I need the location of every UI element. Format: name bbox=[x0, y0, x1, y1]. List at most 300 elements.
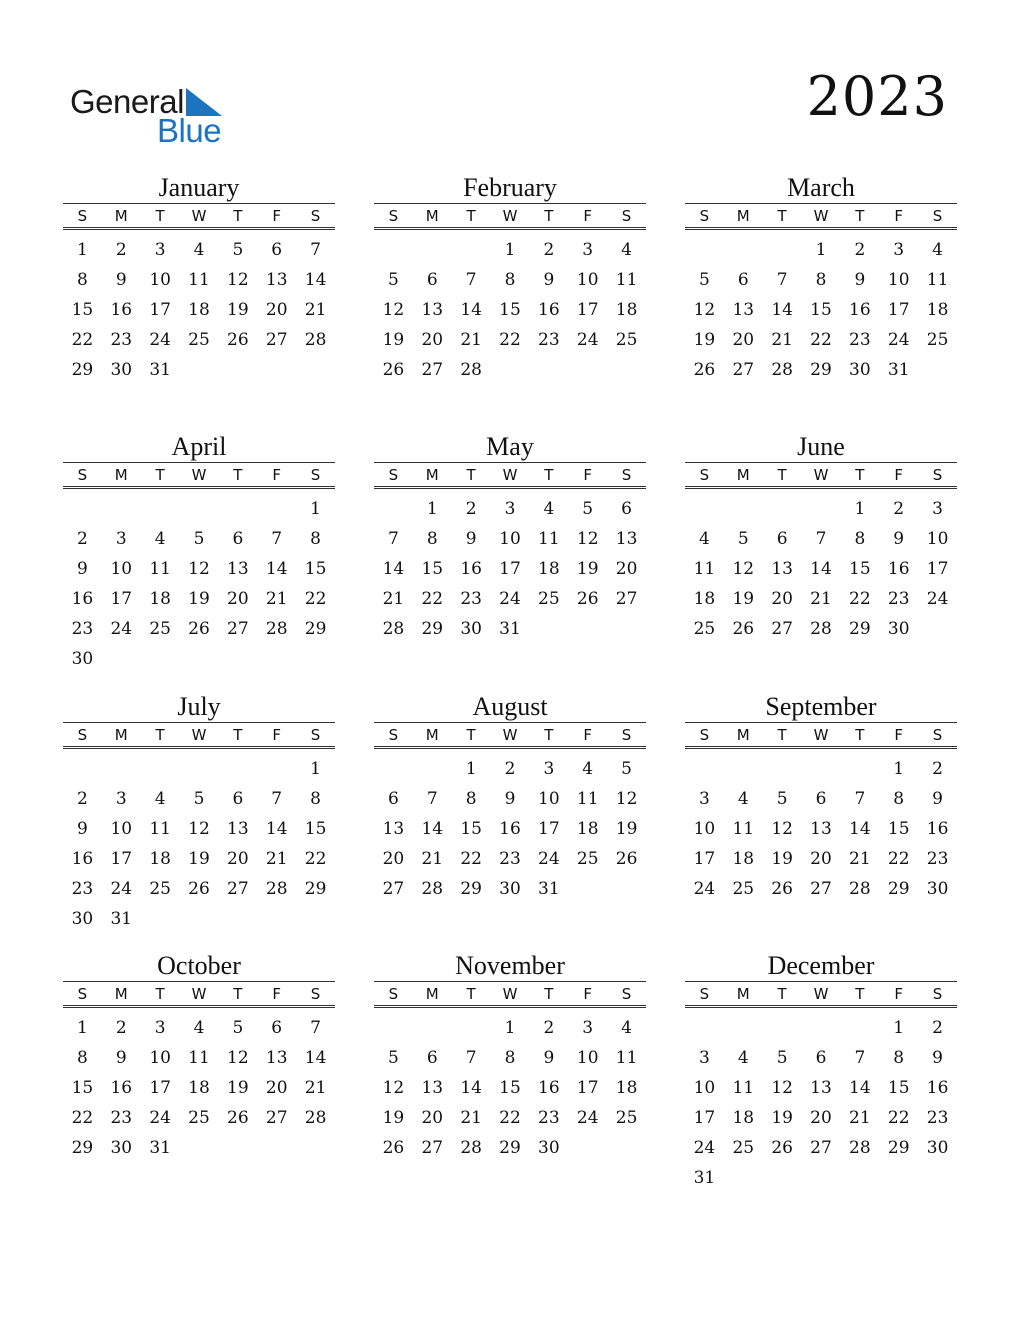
day-cell: 1 bbox=[504, 1018, 516, 1038]
day-cell: 20 bbox=[421, 330, 444, 350]
day-cell: 25 bbox=[732, 879, 755, 899]
empty-cell bbox=[802, 494, 841, 524]
day-cell: 10 bbox=[149, 270, 171, 290]
day-cell: 5 bbox=[232, 240, 244, 260]
day-cell: 24 bbox=[693, 879, 716, 899]
day-cell: 12 bbox=[576, 529, 599, 549]
day-cell: 13 bbox=[265, 270, 288, 290]
weekday-label: S bbox=[310, 466, 321, 484]
day-cell: 19 bbox=[382, 1108, 405, 1128]
day-cell: 30 bbox=[460, 619, 482, 639]
weekday-label: M bbox=[736, 207, 750, 225]
day-cell: 9 bbox=[77, 559, 88, 579]
empty-cell bbox=[413, 1013, 452, 1043]
day-cell: 25 bbox=[732, 1138, 755, 1158]
month-february bbox=[374, 173, 646, 385]
day-cell: 1 bbox=[815, 240, 827, 260]
day-cell: 13 bbox=[265, 1048, 288, 1068]
day-cell: 1 bbox=[77, 240, 88, 260]
empty-cell bbox=[102, 754, 141, 784]
day-cell: 6 bbox=[426, 270, 438, 290]
day-cell: 16 bbox=[538, 300, 560, 320]
day-cell: 21 bbox=[265, 849, 288, 869]
day-cell: 4 bbox=[737, 1048, 749, 1068]
day-cell: 17 bbox=[576, 300, 599, 320]
month-november bbox=[374, 951, 646, 1163]
day-cell: 24 bbox=[538, 849, 560, 869]
empty-cell bbox=[840, 754, 879, 784]
weekday-label: W bbox=[191, 985, 207, 1003]
day-cell: 7 bbox=[465, 1048, 477, 1068]
day-cell: 22 bbox=[71, 330, 94, 350]
weekday-header bbox=[63, 722, 335, 749]
empty-cell bbox=[763, 235, 802, 265]
weekday-label: S bbox=[388, 985, 399, 1003]
day-cell: 3 bbox=[154, 240, 166, 260]
day-cell: 19 bbox=[576, 559, 599, 579]
day-cell: 3 bbox=[582, 1018, 594, 1038]
day-cell: 27 bbox=[265, 1108, 288, 1128]
day-cell: 20 bbox=[265, 1078, 288, 1098]
day-cell: 4 bbox=[154, 529, 166, 549]
day-cell: 31 bbox=[149, 360, 171, 380]
day-cell: 22 bbox=[304, 589, 327, 609]
day-cell: 27 bbox=[771, 619, 793, 639]
day-cell: 29 bbox=[499, 1138, 521, 1158]
day-cell: 4 bbox=[193, 240, 205, 260]
day-cell: 4 bbox=[154, 789, 166, 809]
day-cell: 22 bbox=[421, 589, 444, 609]
day-cell: 17 bbox=[926, 559, 949, 579]
day-cell: 30 bbox=[110, 360, 133, 380]
weekday-header bbox=[374, 981, 646, 1008]
day-cell: 7 bbox=[854, 1048, 866, 1068]
day-cell: 12 bbox=[188, 559, 210, 579]
day-cell: 19 bbox=[188, 589, 210, 609]
day-cell: 18 bbox=[615, 300, 638, 320]
weekday-header bbox=[685, 722, 957, 749]
day-cell: 12 bbox=[771, 819, 793, 839]
day-cell: 11 bbox=[576, 789, 599, 809]
day-cell: 16 bbox=[887, 559, 910, 579]
day-cell: 22 bbox=[887, 849, 910, 869]
day-cell: 6 bbox=[271, 1018, 283, 1038]
weekday-label: M bbox=[425, 985, 439, 1003]
day-cell: 22 bbox=[499, 1108, 521, 1128]
weekday-label: W bbox=[813, 726, 829, 744]
day-cell: 14 bbox=[304, 1048, 327, 1068]
weekday-header bbox=[63, 462, 335, 489]
day-cell: 29 bbox=[460, 879, 482, 899]
day-cell: 10 bbox=[926, 529, 949, 549]
weekday-label: M bbox=[114, 985, 128, 1003]
empty-cell bbox=[218, 494, 257, 524]
weekday-label: T bbox=[544, 985, 554, 1003]
day-cell: 13 bbox=[810, 819, 832, 839]
weekday-label: W bbox=[191, 466, 207, 484]
day-cell: 5 bbox=[737, 529, 749, 549]
day-cell: 11 bbox=[732, 819, 755, 839]
day-cell: 20 bbox=[771, 589, 793, 609]
month-title: October bbox=[157, 951, 241, 980]
day-cell: 9 bbox=[465, 529, 477, 549]
day-cell: 14 bbox=[304, 270, 327, 290]
day-cell: 14 bbox=[810, 559, 832, 579]
day-cell: 30 bbox=[110, 1138, 133, 1158]
day-cell: 12 bbox=[188, 819, 210, 839]
weekday-label: T bbox=[466, 466, 476, 484]
day-cell: 23 bbox=[538, 1108, 560, 1128]
logo-text-blue: Blue bbox=[157, 112, 222, 149]
day-cell: 15 bbox=[887, 1078, 910, 1098]
day-cell: 30 bbox=[71, 909, 94, 929]
day-cell: 13 bbox=[732, 300, 755, 320]
weekday-label: W bbox=[813, 985, 829, 1003]
day-cell: 14 bbox=[460, 300, 482, 320]
day-cell: 21 bbox=[304, 300, 327, 320]
day-cell: 1 bbox=[310, 759, 321, 779]
day-cell: 9 bbox=[77, 819, 88, 839]
day-cell: 27 bbox=[227, 879, 249, 899]
day-cell: 24 bbox=[887, 330, 910, 350]
day-cell: 8 bbox=[310, 529, 321, 549]
day-cell: 4 bbox=[193, 1018, 205, 1038]
day-cell: 5 bbox=[776, 1048, 788, 1068]
day-cell: 12 bbox=[615, 789, 638, 809]
month-october bbox=[63, 951, 335, 1163]
day-cell: 3 bbox=[699, 789, 710, 809]
empty-cell bbox=[374, 494, 413, 524]
weekday-label: F bbox=[894, 466, 904, 484]
weekday-label: T bbox=[466, 207, 476, 225]
weekday-label: T bbox=[155, 726, 165, 744]
day-cell: 10 bbox=[538, 789, 560, 809]
weekday-label: S bbox=[621, 726, 632, 744]
empty-cell bbox=[724, 494, 763, 524]
day-cell: 31 bbox=[538, 879, 560, 899]
day-cell: 8 bbox=[77, 270, 88, 290]
day-cell: 12 bbox=[693, 300, 716, 320]
weekday-header bbox=[685, 462, 957, 489]
day-cell: 15 bbox=[421, 559, 444, 579]
day-cell: 27 bbox=[265, 330, 288, 350]
day-cell: 26 bbox=[771, 879, 793, 899]
month-title: February bbox=[463, 173, 557, 202]
day-cell: 15 bbox=[887, 819, 910, 839]
day-cell: 11 bbox=[732, 1078, 755, 1098]
weekday-label: W bbox=[813, 466, 829, 484]
day-cell: 18 bbox=[576, 819, 599, 839]
day-cell: 12 bbox=[382, 1078, 405, 1098]
day-cell: 28 bbox=[265, 619, 288, 639]
weekday-label: S bbox=[621, 207, 632, 225]
day-cell: 6 bbox=[815, 1048, 827, 1068]
month-title: December bbox=[767, 951, 875, 980]
day-cell: 9 bbox=[854, 270, 866, 290]
day-cell: 29 bbox=[887, 879, 910, 899]
day-cell: 19 bbox=[615, 819, 638, 839]
day-cell: 10 bbox=[110, 819, 133, 839]
day-cell: 17 bbox=[110, 589, 133, 609]
day-cell: 24 bbox=[110, 879, 133, 899]
empty-cell bbox=[257, 494, 296, 524]
day-cell: 5 bbox=[699, 270, 710, 290]
day-cell: 10 bbox=[576, 1048, 599, 1068]
weekday-label: S bbox=[388, 466, 399, 484]
day-cell: 21 bbox=[460, 1108, 482, 1128]
day-cell: 26 bbox=[732, 619, 755, 639]
day-cell: 1 bbox=[854, 499, 866, 519]
day-cell: 7 bbox=[776, 270, 788, 290]
day-cell: 6 bbox=[271, 240, 283, 260]
day-cell: 15 bbox=[460, 819, 482, 839]
day-cell: 2 bbox=[115, 240, 127, 260]
weekday-label: F bbox=[583, 207, 593, 225]
day-cell: 15 bbox=[499, 1078, 521, 1098]
day-cell: 25 bbox=[188, 330, 210, 350]
day-cell: 21 bbox=[304, 1078, 327, 1098]
month-july bbox=[63, 692, 335, 934]
day-cell: 22 bbox=[499, 330, 521, 350]
weekday-label: M bbox=[736, 466, 750, 484]
day-cell: 14 bbox=[849, 819, 871, 839]
day-cell: 26 bbox=[382, 360, 405, 380]
day-cell: 18 bbox=[732, 849, 755, 869]
day-cell: 15 bbox=[71, 300, 94, 320]
day-cell: 6 bbox=[232, 529, 244, 549]
day-cell: 3 bbox=[115, 789, 127, 809]
weekday-label: M bbox=[114, 466, 128, 484]
day-cell: 17 bbox=[693, 849, 716, 869]
day-cell: 16 bbox=[71, 589, 94, 609]
day-cell: 7 bbox=[426, 789, 438, 809]
day-cell: 4 bbox=[621, 240, 632, 260]
empty-cell bbox=[374, 754, 413, 784]
day-grid bbox=[685, 230, 957, 385]
day-cell: 24 bbox=[576, 1108, 599, 1128]
day-grid bbox=[685, 1008, 957, 1193]
empty-cell bbox=[141, 494, 180, 524]
month-title: May bbox=[486, 432, 534, 461]
day-cell: 11 bbox=[693, 559, 716, 579]
day-cell: 10 bbox=[693, 1078, 716, 1098]
weekday-label: T bbox=[777, 207, 787, 225]
day-cell: 16 bbox=[499, 819, 521, 839]
day-cell: 8 bbox=[854, 529, 866, 549]
day-cell: 28 bbox=[810, 619, 832, 639]
day-cell: 21 bbox=[849, 849, 871, 869]
weekday-label: T bbox=[777, 726, 787, 744]
day-cell: 17 bbox=[149, 1078, 171, 1098]
month-january bbox=[63, 173, 335, 385]
day-cell: 19 bbox=[227, 1078, 249, 1098]
day-cell: 8 bbox=[310, 789, 321, 809]
day-cell: 31 bbox=[499, 619, 521, 639]
weekday-label: M bbox=[114, 207, 128, 225]
day-cell: 11 bbox=[149, 559, 171, 579]
day-cell: 26 bbox=[693, 360, 716, 380]
weekday-label: T bbox=[155, 207, 165, 225]
weekday-header bbox=[374, 203, 646, 230]
day-cell: 4 bbox=[621, 1018, 632, 1038]
day-cell: 22 bbox=[849, 589, 871, 609]
day-cell: 16 bbox=[926, 1078, 949, 1098]
weekday-label: M bbox=[736, 726, 750, 744]
day-cell: 14 bbox=[460, 1078, 482, 1098]
day-cell: 17 bbox=[887, 300, 910, 320]
day-cell: 17 bbox=[149, 300, 171, 320]
day-cell: 27 bbox=[421, 1138, 444, 1158]
day-cell: 17 bbox=[693, 1108, 716, 1128]
day-cell: 1 bbox=[426, 499, 438, 519]
day-cell: 18 bbox=[615, 1078, 638, 1098]
weekday-label: F bbox=[583, 985, 593, 1003]
day-cell: 28 bbox=[849, 879, 871, 899]
day-cell: 23 bbox=[460, 589, 482, 609]
day-cell: 25 bbox=[188, 1108, 210, 1128]
day-cell: 2 bbox=[893, 499, 905, 519]
day-cell: 8 bbox=[504, 270, 516, 290]
day-cell: 9 bbox=[115, 270, 127, 290]
day-cell: 30 bbox=[926, 1138, 949, 1158]
day-cell: 18 bbox=[188, 1078, 210, 1098]
day-cell: 30 bbox=[499, 879, 521, 899]
day-cell: 22 bbox=[887, 1108, 910, 1128]
day-cell: 27 bbox=[732, 360, 755, 380]
day-cell: 5 bbox=[193, 789, 205, 809]
empty-cell bbox=[685, 235, 724, 265]
day-cell: 4 bbox=[582, 759, 594, 779]
day-cell: 31 bbox=[693, 1168, 716, 1188]
day-cell: 25 bbox=[693, 619, 716, 639]
day-cell: 9 bbox=[543, 270, 555, 290]
day-cell: 5 bbox=[193, 529, 205, 549]
day-cell: 3 bbox=[115, 529, 127, 549]
logo-text-general: General bbox=[70, 83, 184, 120]
day-cell: 26 bbox=[227, 330, 249, 350]
empty-cell bbox=[63, 494, 102, 524]
day-cell: 10 bbox=[499, 529, 521, 549]
weekday-label: W bbox=[502, 207, 518, 225]
day-cell: 7 bbox=[271, 789, 283, 809]
day-cell: 23 bbox=[71, 619, 94, 639]
day-cell: 28 bbox=[304, 330, 327, 350]
weekday-label: T bbox=[466, 726, 476, 744]
weekday-header bbox=[63, 981, 335, 1008]
weekday-label: S bbox=[77, 207, 88, 225]
day-cell: 3 bbox=[893, 240, 905, 260]
day-cell: 12 bbox=[227, 1048, 249, 1068]
day-cell: 5 bbox=[388, 270, 399, 290]
empty-cell bbox=[802, 754, 841, 784]
day-cell: 21 bbox=[382, 589, 405, 609]
day-cell: 28 bbox=[304, 1108, 327, 1128]
day-cell: 16 bbox=[71, 849, 94, 869]
day-cell: 16 bbox=[460, 559, 482, 579]
weekday-label: T bbox=[544, 726, 554, 744]
general-blue-logo bbox=[70, 84, 230, 150]
day-grid bbox=[63, 1008, 335, 1163]
day-cell: 9 bbox=[504, 789, 516, 809]
day-cell: 5 bbox=[582, 499, 594, 519]
day-cell: 5 bbox=[621, 759, 632, 779]
day-grid bbox=[374, 1008, 646, 1163]
day-cell: 26 bbox=[615, 849, 638, 869]
weekday-label: S bbox=[77, 726, 88, 744]
weekday-label: W bbox=[502, 985, 518, 1003]
day-cell: 21 bbox=[849, 1108, 871, 1128]
empty-cell bbox=[685, 494, 724, 524]
day-cell: 1 bbox=[310, 499, 321, 519]
day-cell: 30 bbox=[887, 619, 910, 639]
day-cell: 25 bbox=[615, 1108, 638, 1128]
empty-cell bbox=[763, 754, 802, 784]
weekday-header bbox=[685, 203, 957, 230]
day-cell: 23 bbox=[71, 879, 94, 899]
day-cell: 23 bbox=[926, 1108, 949, 1128]
weekday-label: S bbox=[932, 985, 943, 1003]
weekday-label: S bbox=[699, 207, 710, 225]
weekday-label: S bbox=[932, 726, 943, 744]
day-cell: 20 bbox=[810, 849, 832, 869]
day-cell: 15 bbox=[71, 1078, 94, 1098]
weekday-label: F bbox=[272, 466, 282, 484]
day-cell: 13 bbox=[810, 1078, 832, 1098]
day-cell: 13 bbox=[421, 300, 444, 320]
day-cell: 16 bbox=[538, 1078, 560, 1098]
day-cell: 29 bbox=[71, 360, 94, 380]
empty-cell bbox=[180, 494, 219, 524]
day-cell: 20 bbox=[265, 300, 288, 320]
weekday-header bbox=[374, 722, 646, 749]
day-cell: 23 bbox=[538, 330, 560, 350]
weekday-label: S bbox=[699, 466, 710, 484]
day-cell: 9 bbox=[932, 1048, 943, 1068]
day-cell: 26 bbox=[227, 1108, 249, 1128]
day-cell: 29 bbox=[304, 619, 327, 639]
day-grid bbox=[374, 489, 646, 644]
day-cell: 28 bbox=[849, 1138, 871, 1158]
day-cell: 15 bbox=[499, 300, 521, 320]
weekday-label: T bbox=[855, 466, 865, 484]
day-cell: 2 bbox=[543, 240, 555, 260]
weekday-label: W bbox=[813, 207, 829, 225]
day-cell: 28 bbox=[421, 879, 444, 899]
day-cell: 14 bbox=[421, 819, 444, 839]
day-cell: 19 bbox=[732, 589, 755, 609]
empty-cell bbox=[180, 754, 219, 784]
day-cell: 27 bbox=[810, 1138, 832, 1158]
day-cell: 21 bbox=[421, 849, 444, 869]
weekday-label: T bbox=[855, 726, 865, 744]
day-cell: 2 bbox=[115, 1018, 127, 1038]
day-cell: 25 bbox=[615, 330, 638, 350]
day-cell: 26 bbox=[576, 589, 599, 609]
day-cell: 19 bbox=[771, 849, 793, 869]
day-cell: 30 bbox=[538, 1138, 560, 1158]
day-grid bbox=[63, 489, 335, 674]
month-june bbox=[685, 432, 957, 644]
weekday-label: S bbox=[388, 726, 399, 744]
month-december bbox=[685, 951, 957, 1193]
day-cell: 6 bbox=[776, 529, 788, 549]
day-cell: 27 bbox=[421, 360, 444, 380]
day-cell: 29 bbox=[421, 619, 444, 639]
day-cell: 25 bbox=[149, 619, 171, 639]
day-cell: 20 bbox=[227, 589, 249, 609]
day-cell: 2 bbox=[543, 1018, 555, 1038]
day-cell: 15 bbox=[810, 300, 832, 320]
